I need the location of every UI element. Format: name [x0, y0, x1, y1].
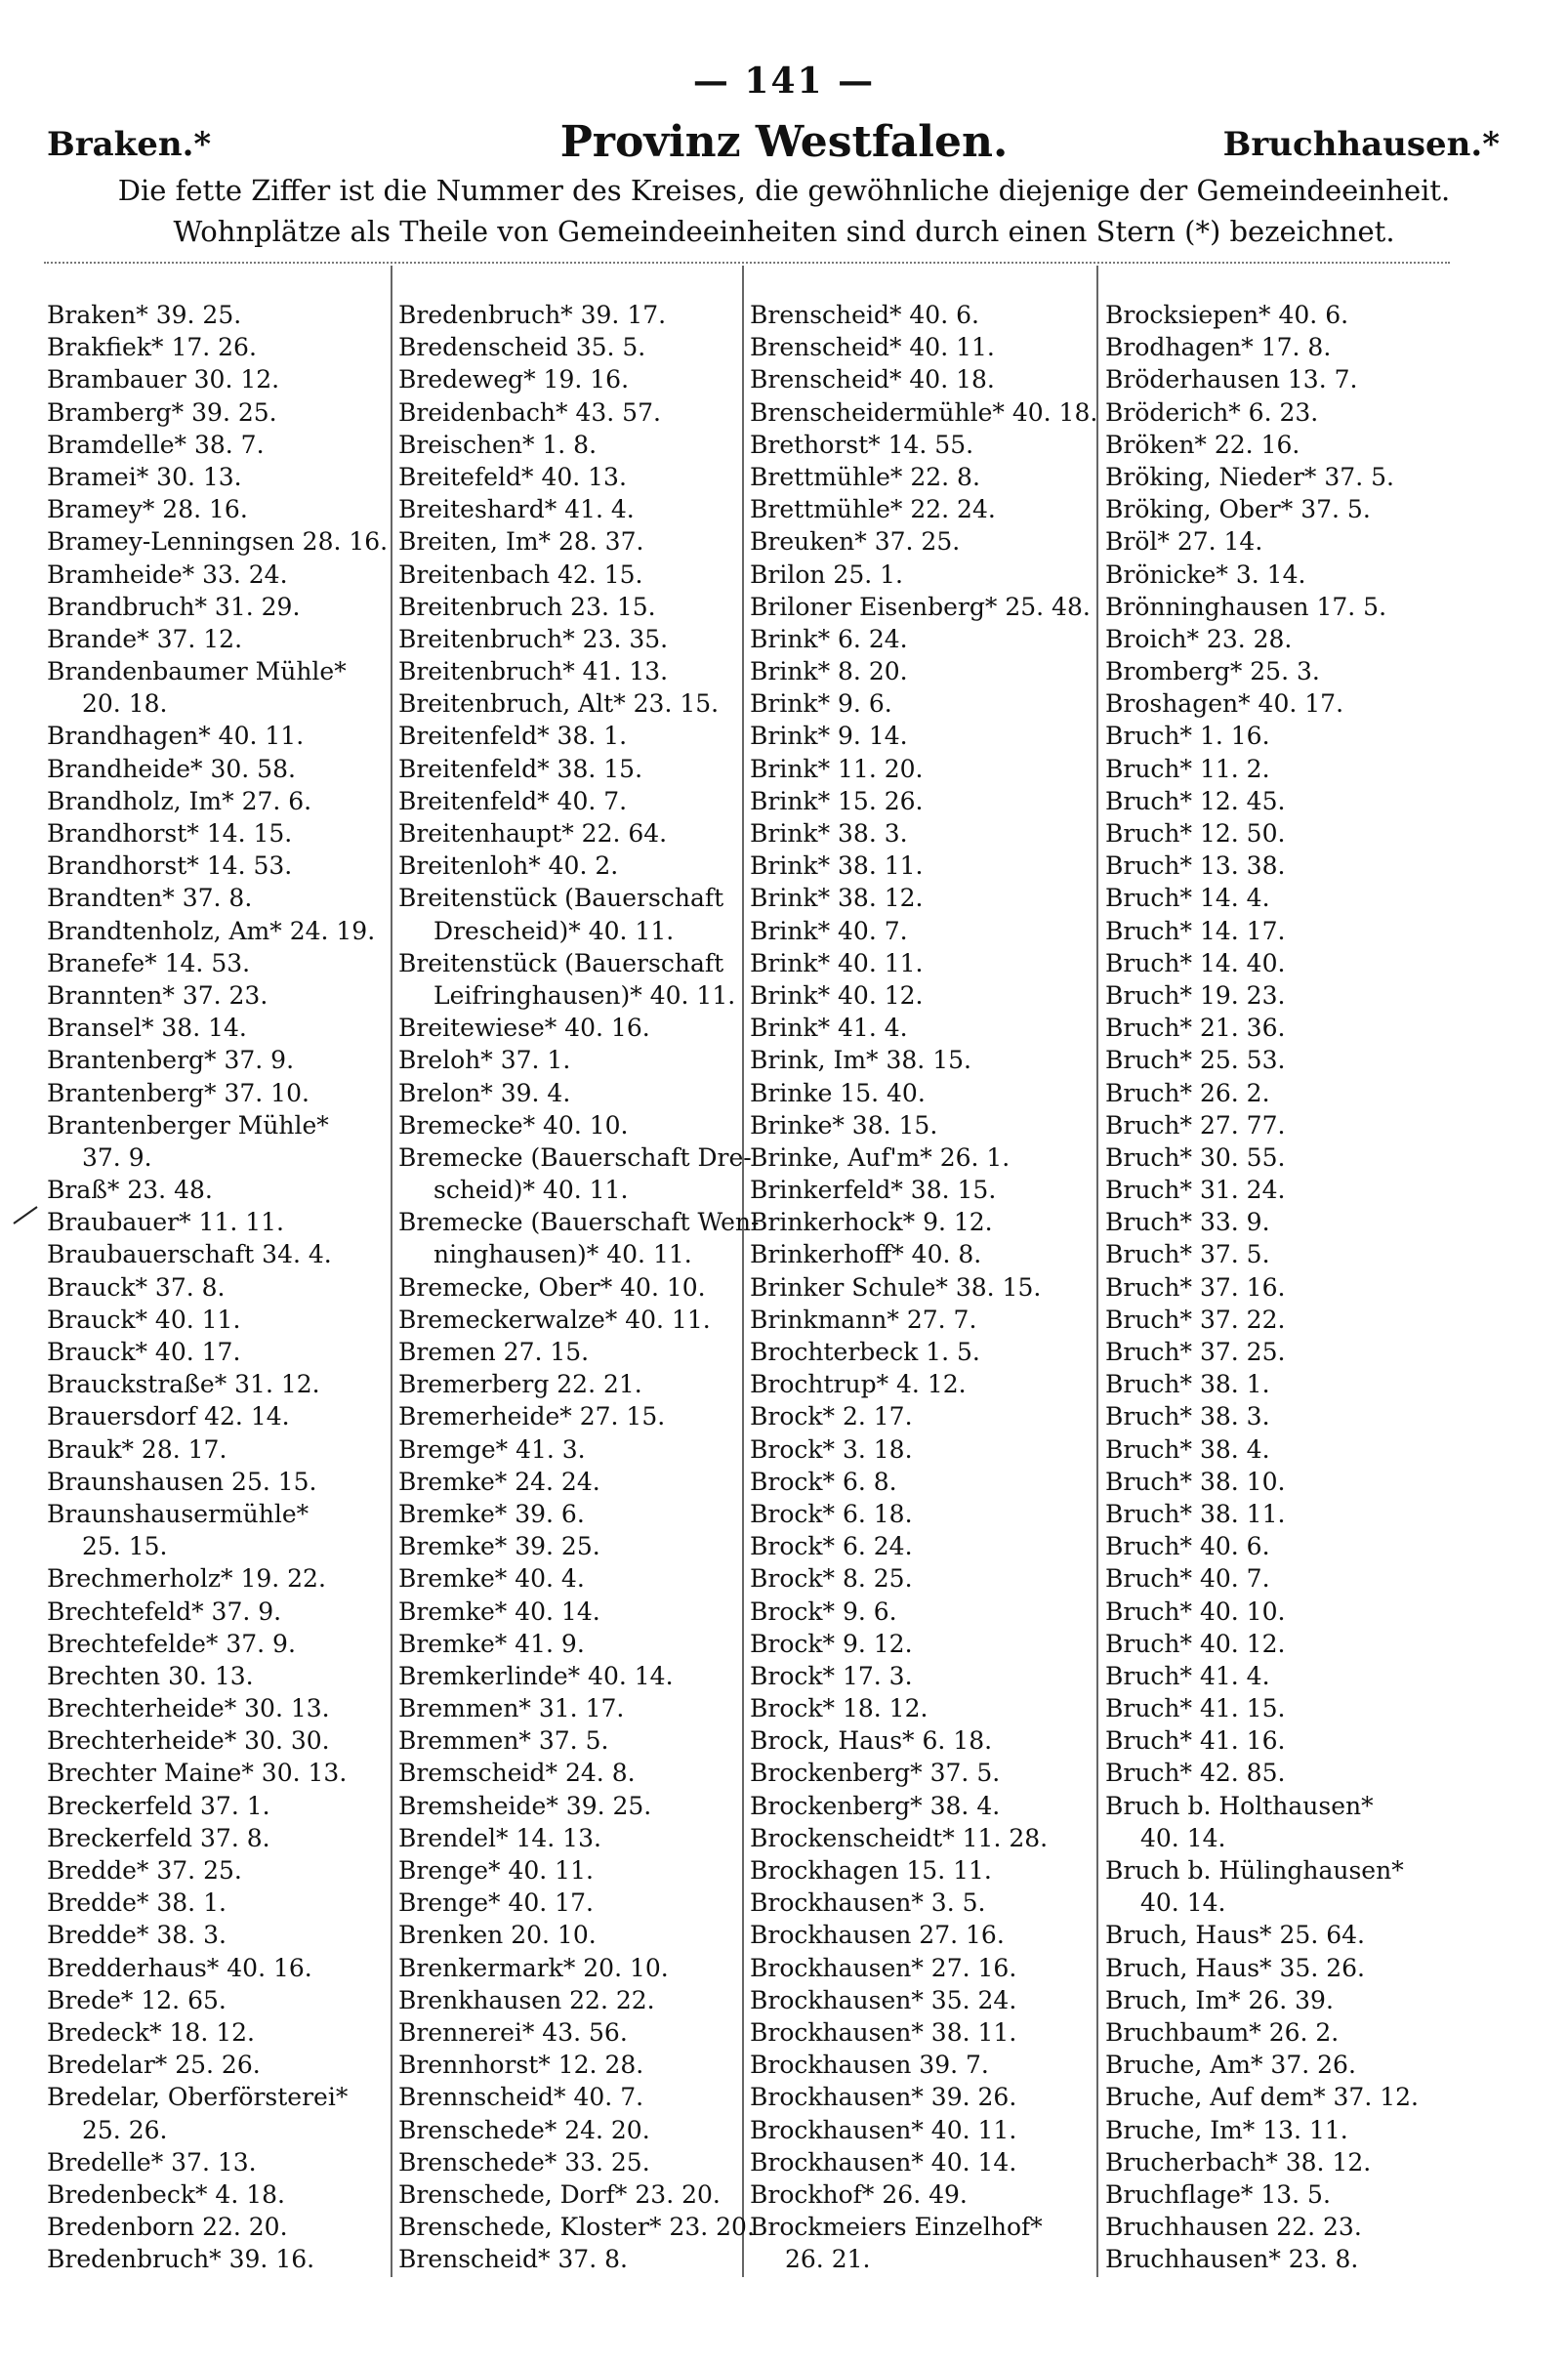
index-entry: Brechtefelde* 37. 9. — [47, 1629, 296, 1658]
index-entry: Brockhausen* 39. 26. — [750, 2083, 1017, 2112]
index-entry: Broich* 23. 28. — [1105, 624, 1293, 653]
index-entry: Bramdelle* 38. 7. — [47, 430, 265, 459]
index-entry: Brochterbeck 1. 5. — [750, 1338, 980, 1366]
index-entry: Bromberg* 25. 3. — [1105, 657, 1320, 686]
index-entry: Bruch* 13. 38. — [1105, 851, 1286, 881]
index-entry: Brandhagen* 40. 11. — [47, 722, 305, 751]
running-head-left: Braken.* — [47, 125, 212, 164]
index-entry: Breitenbach 42. 15. — [398, 560, 643, 589]
index-entry: Brelon* 39. 4. — [398, 1078, 571, 1107]
index-entry: Brenschede* 24. 20. — [398, 2115, 650, 2144]
index-entry: Bruch* 38. 3. — [1105, 1402, 1270, 1431]
index-entry: Bruch* 41. 15. — [1105, 1694, 1286, 1723]
index-entry: 40. 14. — [1140, 1888, 1226, 1918]
header-divider — [44, 262, 1450, 264]
index-entry: Brink* 9. 14. — [750, 722, 908, 751]
index-entry: Braunshausen 25. 15. — [47, 1467, 317, 1496]
index-entry: Bremecke (Bauerschaft Dre- — [398, 1142, 752, 1172]
index-entry: Brandholz, Im* 27. 6. — [47, 786, 312, 815]
column-divider — [1096, 266, 1098, 2277]
index-entry: Brockhof* 26. 49. — [750, 2179, 968, 2209]
index-entry: Brauck* 40. 17. — [47, 1338, 241, 1366]
index-entry: Brinker Schule* 38. 15. — [750, 1272, 1042, 1302]
index-entry: Breischen* 1. 8. — [398, 430, 598, 459]
index-entry: Bremecke (Bauerschaft Wen- — [398, 1208, 760, 1237]
index-entry: Brink* 38. 11. — [750, 851, 924, 881]
index-entry: Brink* 38. 3. — [750, 819, 908, 848]
index-entry: Brock* 9. 6. — [750, 1597, 897, 1626]
index-entry: Brockhausen* 27. 16. — [750, 1953, 1017, 1982]
index-entry: Breitenbruch* 41. 13. — [398, 657, 669, 686]
index-entry: Bruch* 14. 17. — [1105, 916, 1286, 945]
index-entry: Bruchflage* 13. 5. — [1105, 2179, 1331, 2209]
index-entry: Bredenbruch* 39. 17. — [398, 301, 667, 329]
index-entry: Breidenbach* 43. 57. — [398, 397, 661, 427]
index-entry: Brandbruch* 31. 29. — [47, 592, 301, 621]
index-entry: Breitenbruch* 23. 35. — [398, 624, 669, 653]
index-entry: Bruche, Im* 13. 11. — [1105, 2115, 1348, 2144]
index-entry: Bramberg* 39. 25. — [47, 397, 277, 427]
index-entry: Bremecke, Ober* 40. 10. — [398, 1272, 706, 1302]
index-entry: Bremge* 41. 3. — [398, 1434, 586, 1464]
running-head-right: Bruchhausen.* — [1222, 125, 1500, 164]
index-entry: Breckerfeld 37. 8. — [47, 1823, 270, 1852]
index-entry: Bruch* 37. 16. — [1105, 1272, 1286, 1302]
index-entry: Brinkerhock* 9. 12. — [750, 1208, 993, 1237]
index-entry: Breitewiese* 40. 16. — [398, 1014, 650, 1043]
index-entry: Bruch* 33. 9. — [1105, 1208, 1270, 1237]
index-entry: Bredenbruch* 39. 16. — [47, 2245, 315, 2274]
index-entry: Brandhorst* 14. 53. — [47, 851, 293, 881]
index-entry: 26. 21. — [785, 2245, 871, 2274]
index-entry: Brauck* 37. 8. — [47, 1272, 226, 1302]
index-entry: Bremerheide* 27. 15. — [398, 1402, 666, 1431]
index-entry: Breitenfeld* 38. 1. — [398, 722, 628, 751]
index-entry: Bruch* 41. 4. — [1105, 1661, 1270, 1690]
index-entry: Brantenberg* 37. 9. — [47, 1046, 295, 1075]
index-entry: Bremsheide* 39. 25. — [398, 1791, 652, 1820]
index-entry: Bremerberg 22. 21. — [398, 1370, 642, 1399]
index-entry: Brakfiek* 17. 26. — [47, 333, 257, 362]
index-entry: Brenscheid* 40. 18. — [750, 365, 995, 394]
index-column-4 — [1105, 299, 1476, 2275]
index-entry: Brochtrup* 4. 12. — [750, 1370, 967, 1399]
index-entry: 25. 15. — [82, 1532, 168, 1561]
index-entry: Brantenberger Mühle* — [47, 1110, 329, 1140]
index-entry: Brinkerfeld* 38. 15. — [750, 1176, 997, 1205]
index-entry: Brink* 40. 12. — [750, 980, 924, 1010]
index-entry: Bremke* 39. 25. — [398, 1532, 600, 1561]
index-entry: Breitenbruch, Alt* 23. 15. — [398, 689, 720, 719]
index-entry: Bredeweg* 19. 16. — [398, 365, 630, 394]
index-entry: Bruch* 25. 53. — [1105, 1046, 1286, 1075]
index-entry: Leifringhausen)* 40. 11. — [433, 980, 736, 1010]
index-entry: Breitefeld* 40. 13. — [398, 462, 627, 491]
index-entry: Brenken 20. 10. — [398, 1921, 597, 1950]
index-entry: Bramheide* 33. 24. — [47, 560, 288, 589]
index-entry: Bredelar* 25. 26. — [47, 2051, 261, 2080]
index-entry: Brandhorst* 14. 15. — [47, 819, 293, 848]
index-entry: Bredenbeck* 4. 18. — [47, 2179, 285, 2209]
index-entry: Bruch, Im* 26. 39. — [1105, 1985, 1334, 2014]
index-entry: Bruch* 21. 36. — [1105, 1014, 1286, 1043]
index-entry: Bruch* 31. 24. — [1105, 1176, 1286, 1205]
index-entry: Brönicke* 3. 14. — [1105, 560, 1306, 589]
index-entry: 20. 18. — [82, 689, 168, 719]
index-entry: Bremmen* 31. 17. — [398, 1694, 625, 1723]
index-entry: Brink* 41. 4. — [750, 1014, 908, 1043]
explanatory-note-2: Wohnplätze als Theile von Gemeindeeinheiten sind durch einen Stern (*) bezeichnet. — [173, 215, 1395, 248]
index-entry: Bröking, Ober* 37. 5. — [1105, 495, 1371, 524]
index-entry: Bruch* 12. 45. — [1105, 786, 1286, 815]
index-entry: Brechter Maine* 30. 13. — [47, 1759, 348, 1788]
index-entry: Brock* 3. 18. — [750, 1434, 913, 1464]
index-entry: Brock* 6. 8. — [750, 1467, 897, 1496]
index-entry: Bruch* 40. 6. — [1105, 1532, 1270, 1561]
index-entry: scheid)* 40. 11. — [433, 1176, 629, 1205]
index-entry: Briloner Eisenberg* 25. 48. — [750, 592, 1091, 621]
index-entry: Braken* 39. 25. — [47, 301, 242, 329]
index-entry: Breitenstück (Bauerschaft — [398, 948, 724, 977]
index-entry: Bruch* 40. 7. — [1105, 1564, 1270, 1594]
index-entry: Bruch* 11. 2. — [1105, 754, 1270, 783]
index-entry: Breitenstück (Bauerschaft — [398, 884, 724, 913]
index-entry: Bröken* 22. 16. — [1105, 430, 1300, 459]
index-entry: Breuken* 37. 25. — [750, 527, 961, 557]
index-entry: Brock* 18. 12. — [750, 1694, 928, 1723]
index-entry: Brockhausen* 3. 5. — [750, 1888, 986, 1918]
index-entry: Brock* 9. 12. — [750, 1629, 913, 1658]
index-entry: Brinke* 38. 15. — [750, 1110, 938, 1140]
index-entry: Bröderich* 6. 23. — [1105, 397, 1319, 427]
index-entry: Brockhausen* 38. 11. — [750, 2017, 1017, 2047]
index-entry: Bruche, Auf dem* 37. 12. — [1105, 2083, 1419, 2112]
index-entry: Bremkerlinde* 40. 14. — [398, 1661, 674, 1690]
index-entry: Brockmeiers Einzelhof* — [750, 2213, 1043, 2242]
index-entry: Bremecke* 40. 10. — [398, 1110, 629, 1140]
index-entry: Bruch* 38. 1. — [1105, 1370, 1270, 1399]
index-entry: Brockenscheidt* 11. 28. — [750, 1823, 1049, 1852]
index-entry: Brenschede, Dorf* 23. 20. — [398, 2179, 721, 2209]
index-column-3 — [750, 299, 1098, 2275]
index-entry: Bruch* 37. 22. — [1105, 1305, 1286, 1334]
index-entry: Brock* 8. 25. — [750, 1564, 913, 1594]
index-entry: Brockenberg* 37. 5. — [750, 1759, 1001, 1788]
index-entry: Breiten, Im* 28. 37. — [398, 527, 644, 557]
index-entry: Brande* 37. 12. — [47, 624, 243, 653]
index-entry: Breitenbruch 23. 15. — [398, 592, 656, 621]
index-column-1 — [47, 299, 389, 2275]
index-entry: Brandten* 37. 8. — [47, 884, 253, 913]
index-entry: Bredde* 38. 3. — [47, 1921, 227, 1950]
index-entry: 40. 14. — [1140, 1823, 1226, 1852]
page-title: Provinz Westfalen. — [559, 117, 1009, 167]
index-entry: Braß* 23. 48. — [47, 1176, 213, 1205]
index-entry: Bruch* 30. 55. — [1105, 1142, 1286, 1172]
index-entry: Breckerfeld 37. 1. — [47, 1791, 270, 1820]
index-entry: Brockenberg* 38. 4. — [750, 1791, 1001, 1820]
index-entry: Brink* 9. 6. — [750, 689, 892, 719]
index-entry: Brodhagen* 17. 8. — [1105, 333, 1332, 362]
index-entry: Bruch* 38. 10. — [1105, 1467, 1286, 1496]
index-entry: Bruch b. Holthausen* — [1105, 1791, 1374, 1820]
index-entry: Brink* 40. 7. — [750, 916, 908, 945]
index-entry: Bröderhausen 13. 7. — [1105, 365, 1358, 394]
index-entry: Brenscheid* 37. 8. — [398, 2245, 628, 2274]
index-entry: Bruch, Haus* 35. 26. — [1105, 1953, 1365, 1982]
index-entry: Braubauer* 11. 11. — [47, 1208, 284, 1237]
index-entry: Brauck* 40. 11. — [47, 1305, 241, 1334]
index-entry: Brockhausen* 40. 14. — [750, 2147, 1017, 2177]
index-entry: Brocksiepen* 40. 6. — [1105, 301, 1349, 329]
index-entry: Bredde* 37. 25. — [47, 1856, 242, 1885]
index-entry: Bredenscheid 35. 5. — [398, 333, 646, 362]
index-entry: Bransel* 38. 14. — [47, 1014, 247, 1043]
index-entry: Brink* 40. 11. — [750, 948, 924, 977]
index-entry: Bruch* 27. 77. — [1105, 1110, 1286, 1140]
index-entry: Brock* 6. 18. — [750, 1499, 913, 1528]
index-entry: Brauckstraße* 31. 12. — [47, 1370, 320, 1399]
index-entry: Bruch* 38. 11. — [1105, 1499, 1286, 1528]
index-entry: Bruche, Am* 37. 26. — [1105, 2051, 1356, 2080]
index-entry: Brauk* 28. 17. — [47, 1434, 227, 1464]
index-entry: Brock, Haus* 6. 18. — [750, 1726, 993, 1756]
index-entry: Bruch* 14. 40. — [1105, 948, 1286, 977]
index-entry: Brink* 6. 24. — [750, 624, 908, 653]
index-entry: Bredelle* 37. 13. — [47, 2147, 257, 2177]
index-entry: Brettmühle* 22. 8. — [750, 462, 980, 491]
index-entry: Brenge* 40. 17. — [398, 1888, 594, 1918]
index-entry: Brambauer 30. 12. — [47, 365, 280, 394]
explanatory-note-1: Die fette Ziffer ist die Nummer des Kreises, die gewöhnliche diejenige der Gemeindeeinheit. — [117, 174, 1451, 207]
index-entry: Brink* 38. 12. — [750, 884, 924, 913]
index-entry: Bredeck* 18. 12. — [47, 2017, 255, 2047]
index-entry: Bredderhaus* 40. 16. — [47, 1953, 312, 1982]
index-entry: Bramey-Lenningsen 28. 16. — [47, 527, 389, 557]
index-entry: Brink* 11. 20. — [750, 754, 924, 783]
index-entry: Brechten 30. 13. — [47, 1661, 254, 1690]
index-entry: Bremke* 39. 6. — [398, 1499, 585, 1528]
index-entry: Brockhausen 39. 7. — [750, 2051, 989, 2080]
index-entry: Bruch* 1. 16. — [1105, 722, 1270, 751]
index-entry: Brönninghausen 17. 5. — [1105, 592, 1387, 621]
index-entry: Brockhausen* 40. 11. — [750, 2115, 1017, 2144]
index-entry: Bredelar, Oberförsterei* — [47, 2083, 349, 2112]
page-number: — 141 — — [692, 61, 876, 102]
index-entry: Brock* 6. 24. — [750, 1532, 913, 1561]
index-entry: Brantenberg* 37. 10. — [47, 1078, 309, 1107]
index-entry: Breitenloh* 40. 2. — [398, 851, 619, 881]
index-entry: Brenschede* 33. 25. — [398, 2147, 650, 2177]
index-entry: Breitenfeld* 40. 7. — [398, 786, 628, 815]
index-entry: Bröl* 27. 14. — [1105, 527, 1263, 557]
index-entry: Drescheid)* 40. 11. — [433, 916, 675, 945]
index-entry: Brink* 15. 26. — [750, 786, 924, 815]
index-entry: Brede* 12. 65. — [47, 1985, 227, 2014]
index-entry: Bremke* 40. 14. — [398, 1597, 600, 1626]
index-entry: Breiteshard* 41. 4. — [398, 495, 635, 524]
index-entry: Bruch, Haus* 25. 64. — [1105, 1921, 1365, 1950]
index-entry: Bruch* 12. 50. — [1105, 819, 1286, 848]
index-entry: Bremscheid* 24. 8. — [398, 1759, 636, 1788]
index-entry: Bremmen* 37. 5. — [398, 1726, 609, 1756]
index-entry: Brinkerhoff* 40. 8. — [750, 1240, 982, 1269]
index-entry: Brethorst* 14. 55. — [750, 430, 974, 459]
index-entry: 25. 26. — [82, 2115, 168, 2144]
index-entry: Bremke* 40. 4. — [398, 1564, 585, 1594]
column-divider — [391, 266, 392, 2277]
index-entry: Breitenfeld* 38. 15. — [398, 754, 643, 783]
index-entry: Brannten* 37. 23. — [47, 980, 268, 1010]
index-entry: Brenscheid* 40. 6. — [750, 301, 979, 329]
index-entry: Bruch* 37. 5. — [1105, 1240, 1270, 1269]
index-entry: Brettmühle* 22. 24. — [750, 495, 996, 524]
index-entry: Brink* 8. 20. — [750, 657, 908, 686]
index-entry: Brock* 2. 17. — [750, 1402, 913, 1431]
index-entry: Brockhausen* 35. 24. — [750, 1985, 1017, 2014]
index-entry: Brechmerholz* 19. 22. — [47, 1564, 326, 1594]
index-entry: Brockhagen 15. 11. — [750, 1856, 992, 1885]
index-entry: Brauersdorf 42. 14. — [47, 1402, 290, 1431]
index-entry: Bruchhausen* 23. 8. — [1105, 2245, 1359, 2274]
index-entry: Brechterheide* 30. 13. — [47, 1694, 330, 1723]
index-entry: Brenscheidermühle* 40. 18. — [750, 397, 1098, 427]
index-entry: Brandheide* 30. 58. — [47, 754, 296, 783]
index-entry: Bruchhausen 22. 23. — [1105, 2213, 1362, 2242]
index-entry: Bruch* 14. 4. — [1105, 884, 1270, 913]
index-entry: Bruch* 40. 10. — [1105, 1597, 1286, 1626]
index-entry: Brock* 17. 3. — [750, 1661, 913, 1690]
index-entry: Bruch* 37. 25. — [1105, 1338, 1286, 1366]
index-entry: Brinkmann* 27. 7. — [750, 1305, 977, 1334]
index-entry: Bruchbaum* 26. 2. — [1105, 2017, 1340, 2047]
index-entry: Brinke, Auf'm* 26. 1. — [750, 1142, 1011, 1172]
index-entry: Brenge* 40. 11. — [398, 1856, 594, 1885]
index-entry: Bremke* 41. 9. — [398, 1629, 585, 1658]
index-entry: Brendel* 14. 13. — [398, 1823, 601, 1852]
index-entry: Brenschede, Kloster* 23. 20. — [398, 2213, 755, 2242]
index-entry: Brennerei* 43. 56. — [398, 2017, 628, 2047]
index-entry: Bruch b. Hülinghausen* — [1105, 1856, 1404, 1885]
index-entry: Brenkermark* 20. 10. — [398, 1953, 669, 1982]
index-entry: Bruch* 38. 4. — [1105, 1434, 1270, 1464]
index-entry: Brenscheid* 40. 11. — [750, 333, 995, 362]
index-entry: Bruch* 42. 85. — [1105, 1759, 1286, 1788]
index-entry: Brandenbaumer Mühle* — [47, 657, 347, 686]
index-entry: Brockhausen 27. 16. — [750, 1921, 1005, 1950]
index-entry: Brink, Im* 38. 15. — [750, 1046, 971, 1075]
index-entry: Bremeckerwalze* 40. 11. — [398, 1305, 711, 1334]
index-entry: Brennhorst* 12. 28. — [398, 2051, 644, 2080]
index-entry: Brennscheid* 40. 7. — [398, 2083, 644, 2112]
index-entry: Bredde* 38. 1. — [47, 1888, 227, 1918]
index-entry: Bruch* 41. 16. — [1105, 1726, 1286, 1756]
index-entry: Broshagen* 40. 17. — [1105, 689, 1344, 719]
index-entry: Brandtenholz, Am* 24. 19. — [47, 916, 376, 945]
pen-mark — [12, 1205, 39, 1224]
index-column-2 — [398, 299, 760, 2275]
index-entry: 37. 9. — [82, 1142, 152, 1172]
index-entry: Branefe* 14. 53. — [47, 948, 251, 977]
index-entry: Brinke 15. 40. — [750, 1078, 926, 1107]
index-entry: Bröking, Nieder* 37. 5. — [1105, 462, 1394, 491]
index-entry: Bremke* 24. 24. — [398, 1467, 600, 1496]
index-entry: Bremen 27. 15. — [398, 1338, 590, 1366]
index-entry: ninghausen)* 40. 11. — [433, 1240, 692, 1269]
index-entry: Bramey* 28. 16. — [47, 495, 248, 524]
index-entry: Bruch* 26. 2. — [1105, 1078, 1270, 1107]
index-entry: Brilon 25. 1. — [750, 560, 903, 589]
index-entry: Brucherbach* 38. 12. — [1105, 2147, 1372, 2177]
index-entry: Brechtefeld* 37. 9. — [47, 1597, 282, 1626]
index-entry: Breitenhaupt* 22. 64. — [398, 819, 668, 848]
index-entry: Bruch* 40. 12. — [1105, 1629, 1286, 1658]
index-entry: Breloh* 37. 1. — [398, 1046, 571, 1075]
index-entry: Braunshausermühle* — [47, 1499, 309, 1528]
index-entry: Brechterheide* 30. 30. — [47, 1726, 330, 1756]
column-divider — [742, 266, 744, 2277]
index-entry: Bramei* 30. 13. — [47, 462, 242, 491]
index-entry: Braubauerschaft 34. 4. — [47, 1240, 332, 1269]
index-entry: Bredenborn 22. 20. — [47, 2213, 288, 2242]
index-entry: Brenkhausen 22. 22. — [398, 1985, 655, 2014]
index-entry: Bruch* 19. 23. — [1105, 980, 1286, 1010]
